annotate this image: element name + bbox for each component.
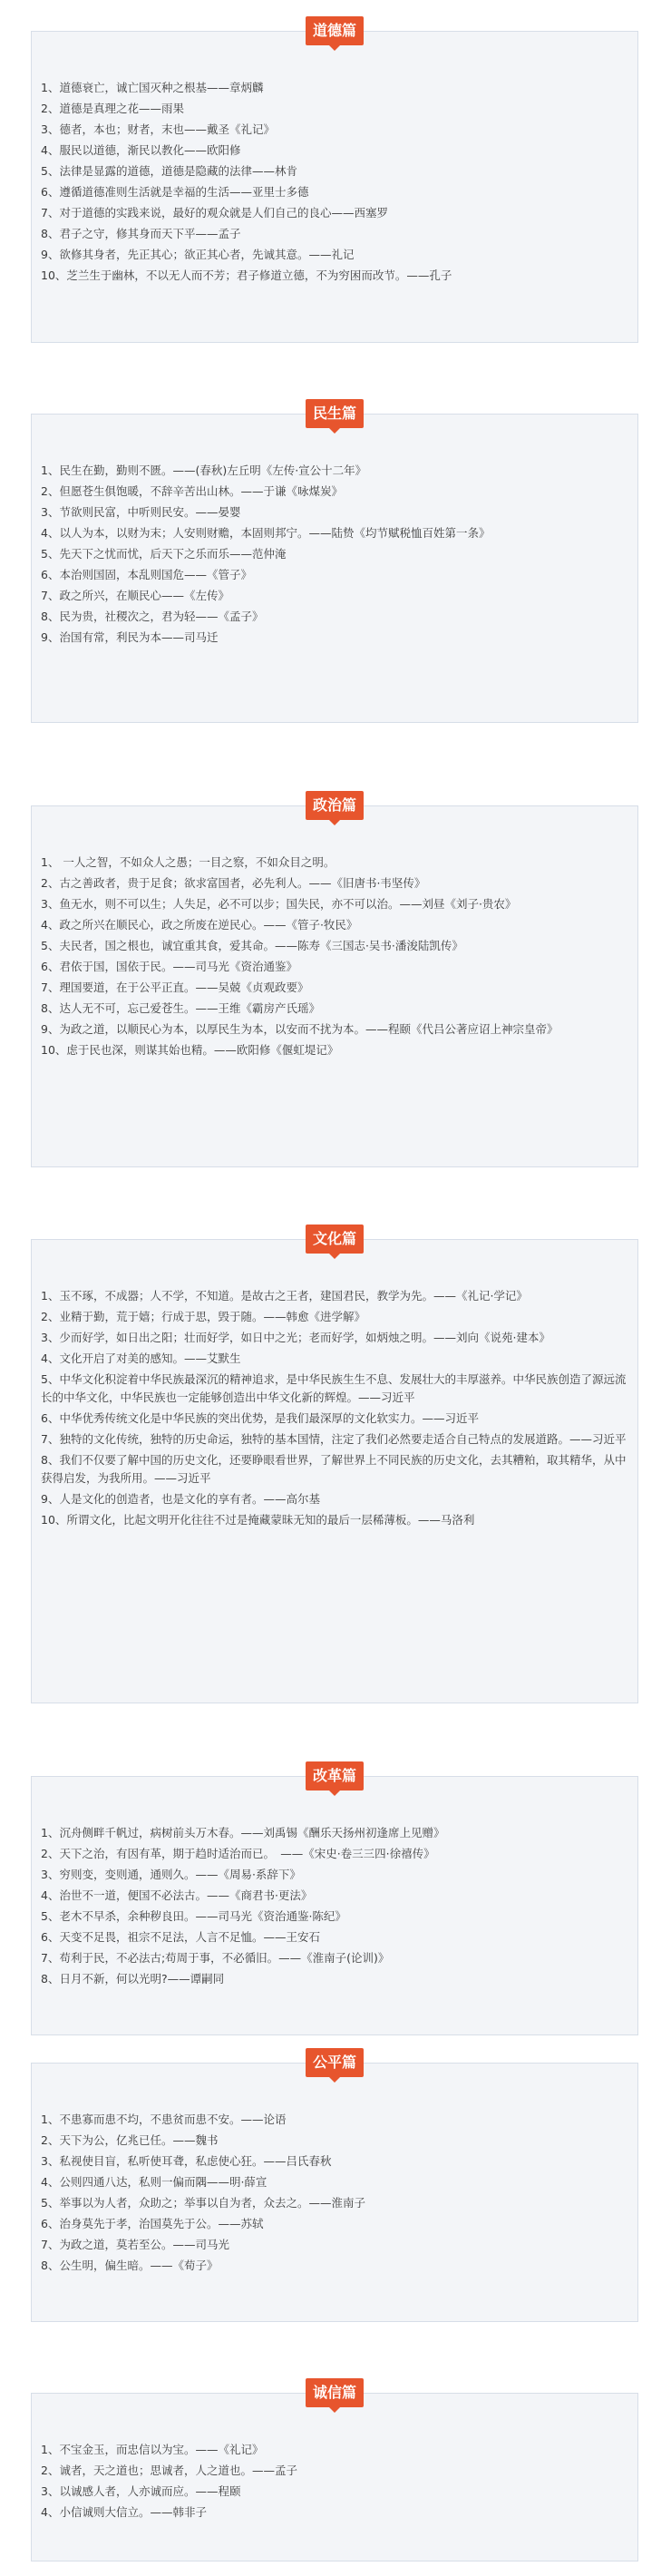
quote-item: 9、欲修其身者，先正其心；欲正其心者，先诚其意。——礼记 bbox=[41, 248, 355, 261]
quote-item: 10、虑于民也深，则谋其始也精。——欧阳修《偃虹堤记》 bbox=[41, 1043, 339, 1057]
quote-item: 8、日月不新，何以光明?——谭嗣同 bbox=[41, 1972, 225, 1986]
quote-item: 3、以诚感人者，人亦诚而应。——程颐 bbox=[41, 2484, 241, 2498]
quote-item: 4、小信诚则大信立。——韩非子 bbox=[41, 2505, 207, 2519]
section-reform bbox=[31, 1761, 638, 2035]
quote-item: 1、不宝金玉，而忠信以为宝。——《礼记》 bbox=[41, 2443, 264, 2456]
quote-item: 9、治国有常，利民为本——司马迁 bbox=[41, 630, 219, 644]
quote-item: 2、古之善政者，贵于足食；欲求富国者，必先利人。——《旧唐书·韦坚传》 bbox=[41, 876, 426, 890]
section-title: 诚信篇 bbox=[306, 2378, 364, 2407]
quote-item: 5、中华文化积淀着中华民族最深沉的精神追求，是中华民族生生不息、发展壮大的丰厚滋养。中华民族创造了源远流长的中华文化，中华民族也一定能够创造出中华文化新的辉煌。——习近平 bbox=[41, 1372, 627, 1404]
quote-list bbox=[32, 1287, 637, 1529]
quote-item: 7、为政之道，莫若至公。——司马光 bbox=[41, 2238, 229, 2251]
quote-item: 7、苟利于民，不必法古;苟周于事，不必循旧。——《淮南子(论训)》 bbox=[41, 1951, 390, 1965]
quote-item: 10、芝兰生于幽林，不以无人而不芳；君子修道立德，不为穷困而改节。——孔子 bbox=[41, 268, 452, 282]
quote-item: 2、道德是真理之花——雨果 bbox=[41, 102, 184, 115]
quote-item: 4、文化开启了对美的感知。——艾默生 bbox=[41, 1351, 241, 1365]
quote-item: 6、君依于国，国依于民。——司马光《资治通鉴》 bbox=[41, 960, 297, 973]
section-culture bbox=[31, 1225, 638, 1703]
quote-item: 4、公则四通八达，私则一偏而隅——明·薛宣 bbox=[41, 2175, 267, 2189]
section-morality bbox=[31, 16, 638, 343]
quote-item: 3、穷则变，变则通，通则久。——《周易·系辞下》 bbox=[41, 1868, 301, 1881]
quote-item: 7、政之所兴，在顺民心——《左传》 bbox=[41, 589, 229, 602]
section-integrity bbox=[31, 2378, 638, 2561]
quote-item: 3、节欲则民富，中听则民安。——晏婴 bbox=[41, 505, 241, 519]
quote-item: 5、法律是显露的道德，道德是隐藏的法律——林肯 bbox=[41, 164, 297, 178]
section-title: 道德篇 bbox=[306, 16, 364, 45]
quote-item: 3、德者，本也；财者，末也——戴圣《礼记》 bbox=[41, 122, 275, 136]
section-title: 公平篇 bbox=[306, 2048, 364, 2077]
quote-item: 1、民生在勤，勤则不匮。——(春秋)左丘明《左传·宣公十二年》 bbox=[41, 463, 367, 477]
quote-item: 6、中华优秀传统文化是中华民族的突出优势，是我们最深厚的文化软实力。——习近平 bbox=[41, 1411, 479, 1425]
quote-item: 6、治身莫先于孝，治国莫先于公。——苏轼 bbox=[41, 2217, 264, 2230]
quote-item: 8、民为贵，社稷次之，君为轻——《孟子》 bbox=[41, 610, 264, 623]
quote-list bbox=[32, 2441, 637, 2522]
section-box bbox=[31, 31, 638, 343]
quote-item: 3、私视使目盲，私听使耳聋，私虑使心狂。——吕氏春秋 bbox=[41, 2154, 332, 2168]
quote-item: 9、为政之道，以顺民心为本，以厚民生为本，以安而不扰为本。——程颐《代吕公著应诏上神宗皇帝》 bbox=[41, 1022, 559, 1036]
quote-list bbox=[32, 854, 637, 1059]
section-box bbox=[31, 805, 638, 1167]
quote-item: 2、但愿苍生俱饱暖，不辞辛苦出山林。——于谦《咏煤炭》 bbox=[41, 484, 343, 498]
quote-item: 8、达人无不可，忘己爱苍生。——王维《霸房产氏瑶》 bbox=[41, 1001, 320, 1015]
section-fairness bbox=[31, 2048, 638, 2322]
quote-list bbox=[32, 462, 637, 647]
quote-item: 5、夫民者，国之根也，诚宜重其食，爱其命。——陈寿《三国志·吴书·潘浚陆凯传》 bbox=[41, 939, 463, 952]
quote-item: 1、道德衰亡，诚亡国灭种之根基——章炳麟 bbox=[41, 81, 264, 94]
quote-item: 1、 一人之智，不如众人之愚；一目之察，不如众目之明。 bbox=[41, 855, 336, 869]
quote-item: 3、少而好学，如日出之阳；壮而好学，如日中之光；老而好学，如炳烛之明。——刘向《说苑·建本》 bbox=[41, 1331, 550, 1344]
quote-item: 10、所谓文化，比起文明开化往往不过是掩藏蒙昧无知的最后一层稀薄板。——马洛利 bbox=[41, 1513, 475, 1527]
quote-item: 6、天变不足畏，祖宗不足法，人言不足恤。——王安石 bbox=[41, 1930, 320, 1944]
section-title: 文化篇 bbox=[306, 1225, 364, 1254]
quote-item: 4、服民以道德，渐民以教化——欧阳修 bbox=[41, 143, 241, 157]
section-box bbox=[31, 414, 638, 723]
quote-item: 1、不患寡而患不均，不患贫而患不安。——论语 bbox=[41, 2113, 287, 2126]
quote-item: 5、先天下之忧而忧，后天下之乐而乐——范仲淹 bbox=[41, 547, 287, 561]
quote-item: 6、遵循道德准则生活就是幸福的生活——亚里士多德 bbox=[41, 185, 309, 199]
quote-item: 7、对于道德的实践来说，最好的观众就是人们自己的良心——西塞罗 bbox=[41, 206, 388, 220]
section-box bbox=[31, 1239, 638, 1703]
quote-item: 1、沉舟侧畔千帆过，病树前头万木春。——刘禹锡《酬乐天扬州初逢席上见赠》 bbox=[41, 1826, 445, 1839]
quote-item: 1、玉不琢，不成器；人不学，不知道。是故古之王者，建国君民，教学为先。——《礼记·学记》 bbox=[41, 1289, 528, 1303]
quote-item: 7、理国要道，在于公平正直。——吴兢《贞观政要》 bbox=[41, 981, 309, 994]
quote-item: 4、治世不一道，便国不必法古。——《商君书·更法》 bbox=[41, 1888, 313, 1902]
quote-item: 3、鱼无水，则不可以生；人失足，必不可以步；国失民，亦不可以治。——刘昼《刘子·贵农》 bbox=[41, 897, 517, 911]
quote-item: 2、天下为公，亿兆已任。——魏书 bbox=[41, 2133, 219, 2147]
section-title: 政治篇 bbox=[306, 791, 364, 820]
quote-item: 4、以人为本，以财为末；人安则财赡，本固则邦宁。——陆贽《均节赋税恤百姓第一条》 bbox=[41, 526, 491, 540]
quote-item: 6、本治则国固，本乱则国危——《管子》 bbox=[41, 568, 252, 581]
quote-item: 8、公生明，偏生暗。——《荀子》 bbox=[41, 2259, 219, 2272]
section-title: 改革篇 bbox=[306, 1761, 364, 1791]
quote-item: 4、政之所兴在顺民心，政之所废在逆民心。——《管子·牧民》 bbox=[41, 918, 358, 932]
section-title: 民生篇 bbox=[306, 399, 364, 428]
section-box bbox=[31, 2063, 638, 2322]
quote-item: 9、人是文化的创造者，也是文化的享有者。——高尔基 bbox=[41, 1492, 320, 1506]
quote-item: 7、独特的文化传统，独特的历史命运，独特的基本国情，注定了我们必然要走适合自己特点的发展道路。——习近平 bbox=[41, 1432, 627, 1446]
section-box bbox=[31, 2393, 638, 2561]
quote-list bbox=[32, 79, 637, 285]
quote-item: 2、诚者，天之道也；思诚者，人之道也。——孟子 bbox=[41, 2464, 297, 2477]
quote-list bbox=[32, 2111, 637, 2275]
section-politics bbox=[31, 791, 638, 1167]
quote-item: 8、君子之守，修其身而天下平——孟子 bbox=[41, 227, 241, 240]
quote-item: 8、我们不仅要了解中国的历史文化，还要睁眼看世界，了解世界上不同民族的历史文化，去其糟粕，取其精华，从中获得启发，为我所用。——习近平 bbox=[41, 1453, 627, 1485]
quote-item: 5、举事以为人者，众助之；举事以自为者，众去之。——淮南子 bbox=[41, 2196, 365, 2210]
section-box bbox=[31, 1776, 638, 2035]
quote-list bbox=[32, 1824, 637, 1988]
quote-item: 2、天下之治，有因有革，期于趋时适治而已。 ——《宋史·卷三三四·徐禧传》 bbox=[41, 1847, 435, 1860]
quote-item: 5、老木不早杀，余种秽良田。——司马光《资治通鉴·陈纪》 bbox=[41, 1909, 346, 1923]
section-livelihood bbox=[31, 399, 638, 723]
quote-item: 2、业精于勤，荒于嬉；行成于思，毁于随。——韩愈《进学解》 bbox=[41, 1310, 365, 1323]
